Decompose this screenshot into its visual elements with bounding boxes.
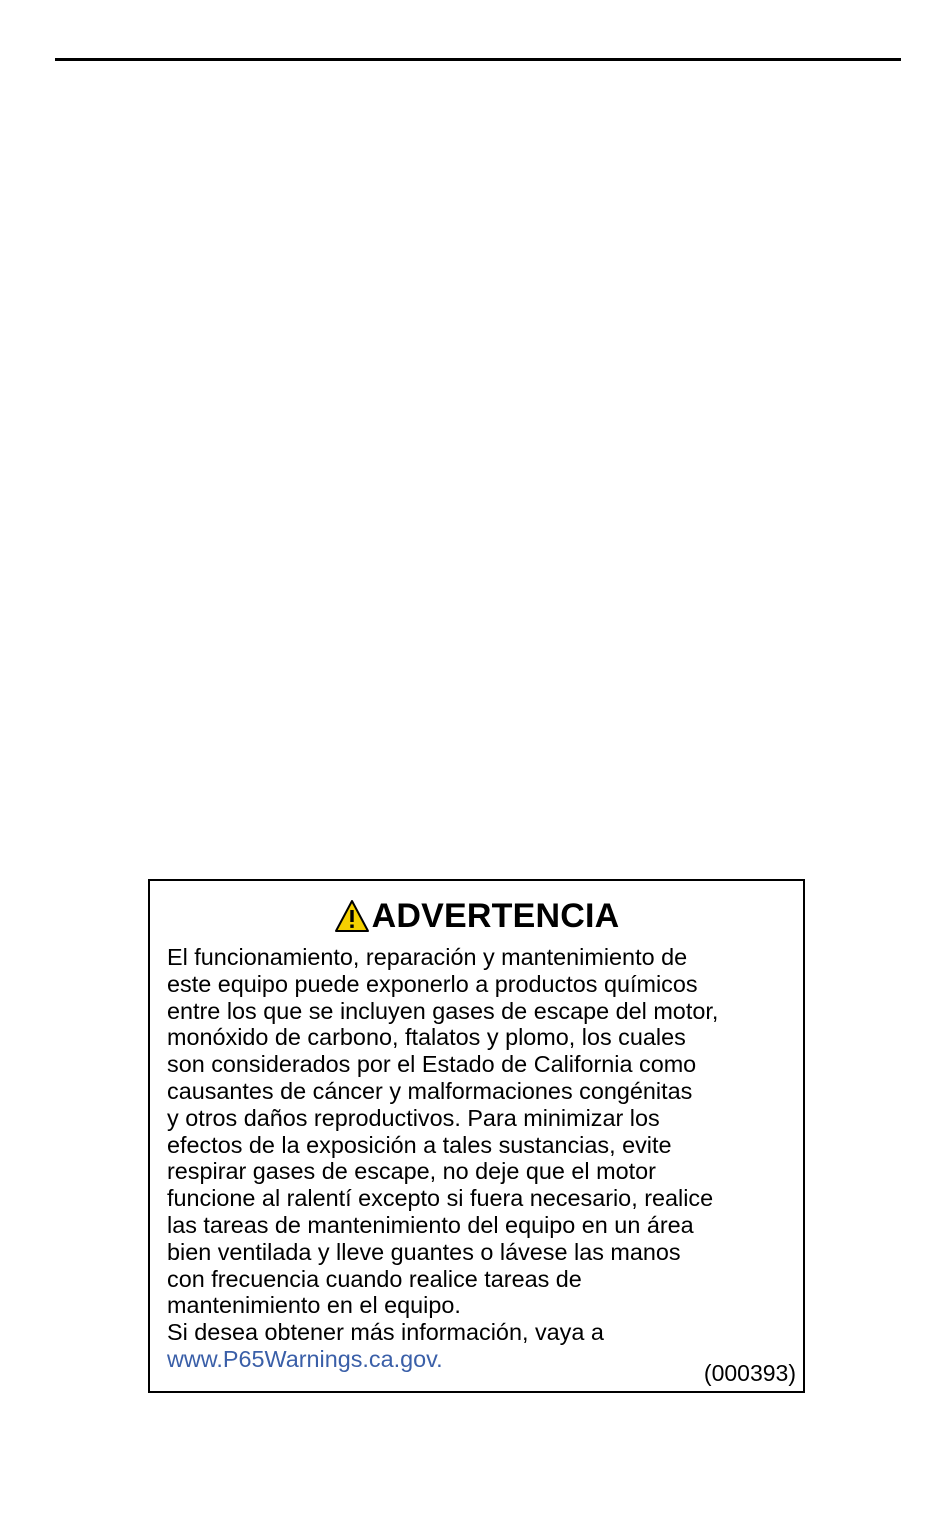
document-code: (000393) bbox=[703, 1360, 796, 1386]
warning-line: mantenimiento en el equipo. bbox=[167, 1292, 461, 1319]
warning-box bbox=[148, 879, 805, 1393]
warning-line: efectos de la exposición a tales sustancias, evite bbox=[167, 1131, 672, 1158]
warning-line: las tareas de mantenimiento del equipo en un área bbox=[167, 1211, 694, 1238]
warning-line: causantes de cáncer y malformaciones congénitas bbox=[167, 1077, 693, 1104]
warning-body bbox=[167, 944, 797, 1373]
warning-line: son considerados por el Estado de California como bbox=[167, 1051, 697, 1078]
p65-warnings-link[interactable]: www.P65Warnings.ca.gov. bbox=[167, 1345, 443, 1372]
header-rule bbox=[55, 58, 901, 61]
warning-line: El funcionamiento, reparación y mantenimiento de bbox=[167, 944, 688, 970]
warning-line: bien ventilada y lleve guantes o lávese las manos bbox=[167, 1238, 681, 1265]
warning-line: este equipo puede exponerlo a productos químicos bbox=[167, 970, 698, 997]
warning-heading bbox=[150, 895, 803, 937]
warning-line: entre los que se incluyen gases de escape del motor, bbox=[167, 997, 719, 1024]
warning-triangle-icon bbox=[334, 899, 370, 933]
warning-line: Si desea obtener más información, vaya a bbox=[167, 1319, 604, 1346]
warning-title: ADVERTENCIA bbox=[371, 897, 620, 935]
warning-line: y otros daños reproductivos. Para minimizar los bbox=[167, 1104, 660, 1131]
warning-line: funcione al ralentí excepto si fuera necesario, realice bbox=[167, 1185, 714, 1212]
warning-line: respirar gases de escape, no deje que el motor bbox=[167, 1158, 656, 1185]
warning-line: monóxido de carbono, ftalatos y plomo, los cuales bbox=[167, 1024, 686, 1051]
warning-line: con frecuencia cuando realice tareas de bbox=[167, 1265, 582, 1292]
